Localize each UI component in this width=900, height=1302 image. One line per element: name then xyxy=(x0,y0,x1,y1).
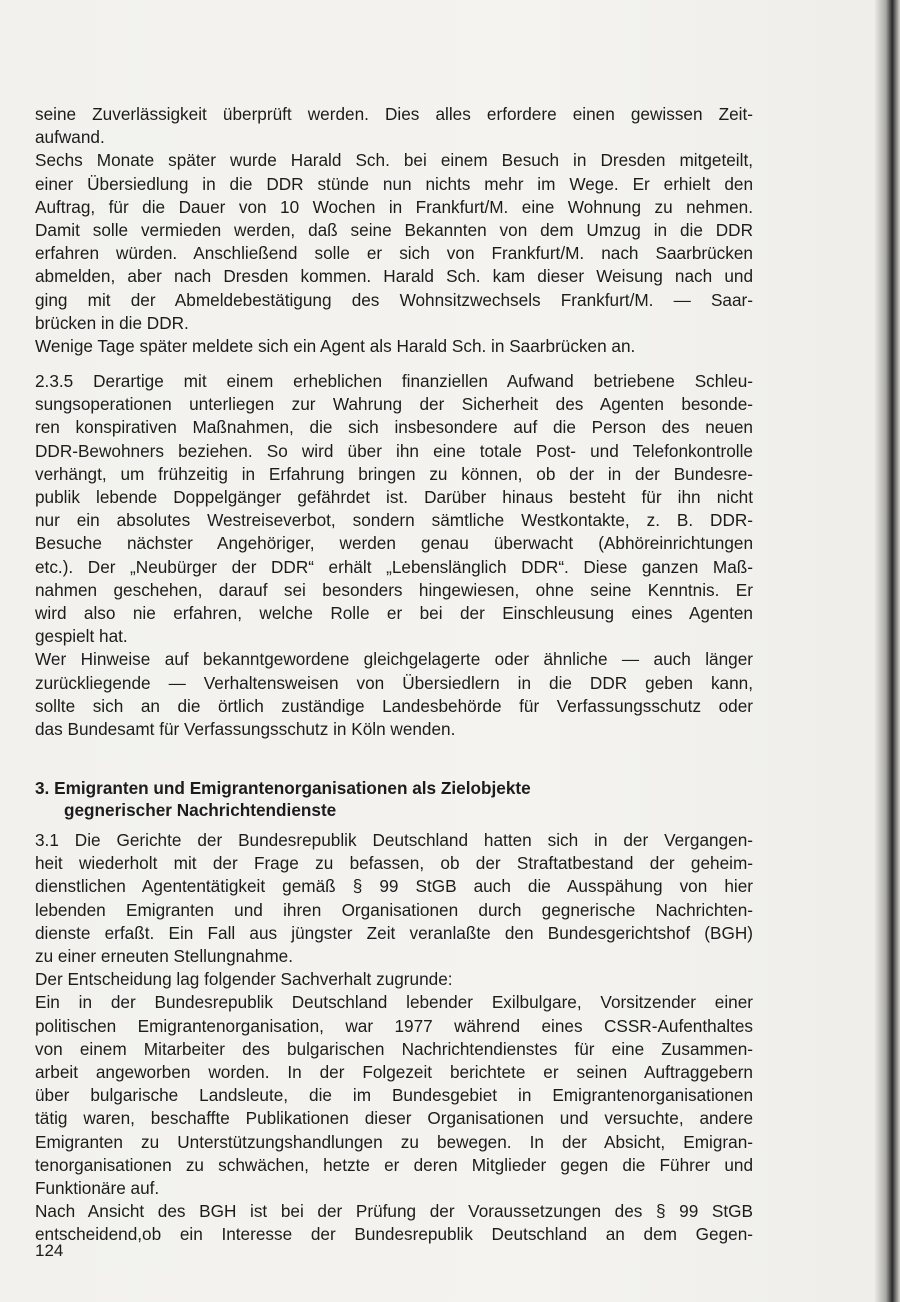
text-line: Damit solle vermieden werden, daß seine Bekannten von dem Umzug in die DDR xyxy=(35,219,753,240)
section-heading: 3. Emigranten und Emigrantenorganisationen als Zielobjekte xyxy=(35,778,531,799)
text-line: ging mit der Abmeldebestätigung des Wohnsitzwechsels Frankfurt/M. — Saar- xyxy=(35,289,753,310)
text-line: Sechs Monate später wurde Harald Sch. bei einem Besuch in Dresden mitgeteilt, xyxy=(35,150,753,171)
text-line: tenorganisationen zu schwächen, hetzte er deren Mitglieder gegen die Führer und xyxy=(35,1154,753,1175)
text-line: Ein in der Bundesrepublik Deutschland lebender Exilbulgare, Vorsitzender einer xyxy=(35,992,753,1013)
spacer xyxy=(35,821,753,829)
text-line: erfahren würden. Anschließend solle er sich von Frankfurt/M. nach Saarbrücken xyxy=(35,243,753,264)
text-line: Der Entscheidung lag folgender Sachverhalt zugrunde: xyxy=(35,969,453,990)
text-line: dienste erfaßt. Ein Fall aus jüngster Zeit veranlaßte den Bundesgerichtshof (BGH) xyxy=(35,922,753,943)
text-line: seine Zuverlässigkeit überprüft werden. Dies alles erfordere einen gewissen Zeit- xyxy=(35,104,753,124)
text-line: publik lebende Doppelgänger gefährdet ist. Darüber hinaus besteht für ihn nicht xyxy=(35,487,753,507)
text-line: sollte sich an die örtlich zuständige Landesbehörde für Verfassungsschutz oder xyxy=(35,695,753,716)
text-line: von einem Mitarbeiter des bulgarischen Nachrichtendienstes für eine Zusammen- xyxy=(35,1038,753,1059)
binding-shadow xyxy=(874,0,900,1302)
text-line: brücken in die DDR. xyxy=(35,312,189,333)
text-line: ren konspirativen Maßnahmen, die sich insbesondere auf die Person des neuen xyxy=(35,417,753,438)
text-line: Wer Hinweise auf bekanntgewordene gleichgelagerte oder ähnliche — auch länger xyxy=(35,649,753,670)
text-line: verhängt, um frühzeitig in Erfahrung bringen zu können, ob der in der Bundesre- xyxy=(35,463,753,484)
text-line: nahmen geschehen, darauf sei besonders hingewiesen, ohne seine Kenntnis. Er xyxy=(35,579,753,600)
text-line: DDR-Bewohners beziehen. So wird über ihn eine totale Post- und Telefonkontrolle xyxy=(35,440,753,461)
text-line: das Bundesamt für Verfassungsschutz in Köln wenden. xyxy=(35,718,456,739)
text-line: lebenden Emigranten und ihren Organisationen durch gegnerische Nachrichten- xyxy=(35,899,753,920)
text-line: arbeit angeworben worden. In der Folgezeit berichtete er seinen Auftraggebern xyxy=(35,1061,753,1082)
text-line: Funktionäre auf. xyxy=(35,1177,160,1198)
body-text xyxy=(35,103,753,1246)
text-line: Auftrag, für die Dauer von 10 Wochen in Frankfurt/M. eine Wohnung zu nehmen. xyxy=(35,196,753,217)
text-line: 2.3.5 Derartige mit einem erheblichen finanziellen Aufwand betriebene Schleu- xyxy=(35,371,753,392)
spacer xyxy=(35,741,753,777)
page-number: 124 xyxy=(35,1241,64,1260)
text-line: entscheidend,ob ein Interesse der Bundesrepublik Deutschland an dem Gegen- xyxy=(35,1224,753,1245)
text-line: etc.). Der „Neubürger der DDR“ erhält „Lebenslänglich DDR“. Diese ganzen Maß- xyxy=(35,556,753,577)
text-line: zurückliegende — Verhaltensweisen von Übersiedlern in die DDR geben kann, xyxy=(35,672,753,693)
text-line: sungsoperationen unterliegen zur Wahrung der Sicherheit des Agenten besonde- xyxy=(35,394,753,415)
text-line: über bulgarische Landsleute, die im Bundesgebiet in Emigrantenorganisationen xyxy=(35,1085,753,1106)
text-line: heit wiederholt mit der Frage zu befassen, ob der Straftatbestand der geheim- xyxy=(35,853,753,874)
text-line: einer Übersiedlung in die DDR stünde nun nichts mehr im Wege. Er erhielt den xyxy=(35,173,753,194)
text-line: wird also nie erfahren, welche Rolle er bei der Einschleusung eines Agenten xyxy=(35,602,753,623)
text-line: nur ein absolutes Westreiseverbot, sondern sämtliche Westkontakte, z. B. DDR- xyxy=(35,510,753,531)
text-line: zu einer erneuten Stellungnahme. xyxy=(35,946,293,966)
text-line: 3.1 Die Gerichte der Bundesrepublik Deutschland hatten sich in der Vergangen- xyxy=(35,830,753,851)
text-line: Wenige Tage später meldete sich ein Agent als Harald Sch. in Saarbrücken an. xyxy=(35,335,636,356)
text-line: abmelden, aber nach Dresden kommen. Harald Sch. kam dieser Weisung nach und xyxy=(35,266,753,287)
spacer xyxy=(35,358,753,370)
text-line: Nach Ansicht des BGH ist bei der Prüfung der Voraussetzungen des § 99 StGB xyxy=(35,1201,753,1222)
text-line: dienstlichen Agententätigkeit gemäß § 99 StGB auch die Ausspähung von hier xyxy=(35,876,753,897)
text-line: tätig waren, beschaffte Publikationen dieser Organisationen und versuchte, andere xyxy=(35,1108,753,1129)
text-line: politischen Emigrantenorganisation, war 1977 während eines CSSR-Aufenthaltes xyxy=(35,1015,753,1036)
text-line: aufwand. xyxy=(35,127,105,148)
text-line: Besuche nächster Angehöriger, werden genau überwacht (Abhöreinrichtungen xyxy=(35,533,753,554)
section-heading: gegnerischer Nachrichtendienste xyxy=(64,800,337,821)
text-line: Emigranten zu Unterstützungshandlungen zu bewegen. In der Absicht, Emigran- xyxy=(35,1131,753,1152)
text-line: gespielt hat. xyxy=(35,626,128,647)
